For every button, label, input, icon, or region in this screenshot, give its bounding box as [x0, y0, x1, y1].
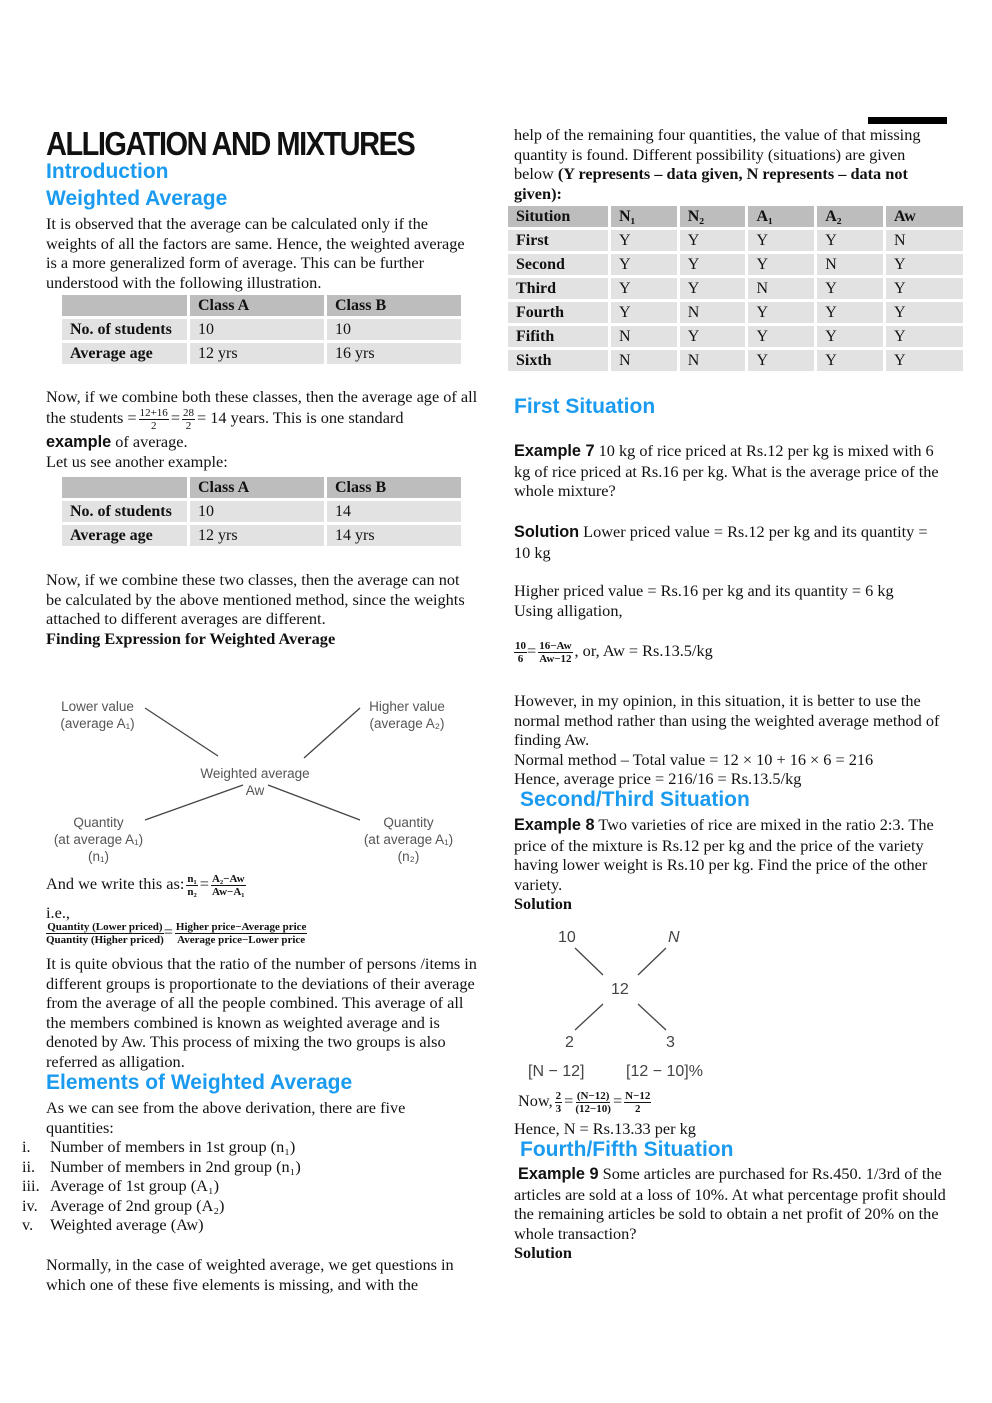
list-text: Weighted average (Aw): [50, 1215, 204, 1234]
table-cell: Y: [748, 302, 814, 323]
text: Using alligation,: [514, 600, 623, 620]
formula-aw: [514, 640, 713, 665]
numerator: 16−Aw: [539, 640, 572, 652]
diagram-lower-value: Lower value (average A₁): [60, 699, 135, 731]
numerator: (N−12): [576, 1090, 610, 1102]
text: 10 kg of rice priced at Rs.12 per kg is mixed with 6 kg of rice priced at Rs.16 per kg. What is the average price of the whole mixture?: [514, 441, 939, 500]
table-row: [62, 319, 461, 340]
heading-elements: Elements of Weighted Average: [46, 1071, 353, 1094]
table-cell: N: [611, 350, 677, 371]
table-cell: No. of students: [62, 319, 187, 340]
paragraph-normally: Normally, in the case of weighted average, we get questions in which one of these five elements is missing, and with the: [46, 1255, 454, 1294]
text: help of the remaining four quantities, the value of that missing quantity is found. Different possibility (situations) are given below: [514, 125, 921, 183]
table-cell: 10: [190, 319, 324, 340]
fraction: [175, 921, 307, 946]
formula-price: [46, 921, 309, 946]
table-cell: Y: [680, 230, 746, 251]
header-cell: Class B: [327, 295, 461, 316]
table-cell: 16 yrs: [327, 343, 461, 364]
text: Now, if we combine these two classes, then the average can not be calculated by the above mentioned method, since the weights attached to different averages are different.: [46, 570, 465, 628]
table-cell: 14: [327, 501, 461, 522]
numerator: 28: [183, 406, 194, 419]
table-cell: Y: [886, 350, 963, 371]
equals: =: [527, 641, 537, 661]
ie-label: i.e.,: [46, 903, 70, 922]
denominator: Quantity (Higher priced): [46, 934, 164, 946]
text: And we write this as:: [46, 874, 185, 894]
table-cell: 14 yrs: [327, 525, 461, 546]
table-cell: Y: [748, 350, 814, 371]
numerator: 2: [555, 1090, 562, 1102]
solution-7: [514, 522, 944, 562]
table-row: [508, 278, 963, 299]
text: Let us see another example:: [46, 452, 228, 471]
example-9: [514, 1164, 946, 1263]
header-cell: [62, 477, 187, 498]
numerator: N−12: [625, 1090, 651, 1102]
paragraph-situations: [514, 125, 944, 203]
header-cell: N₁: [611, 206, 677, 227]
fraction: [186, 873, 197, 898]
result-n: Hence, N = Rs.13.33 per kg: [514, 1119, 696, 1138]
table-cell: Y: [886, 278, 963, 299]
diagram-weighted-average: Weighted average Aw: [200, 766, 310, 798]
table-cell: Y: [680, 278, 746, 299]
formula-ratio: [46, 873, 248, 898]
table-cell: 12 yrs: [190, 525, 324, 546]
table-cell: Y: [611, 254, 677, 275]
corner-bar: [868, 117, 947, 124]
solution-label: Solution: [514, 894, 572, 913]
heading-first-situation: First Situation: [514, 395, 656, 418]
text: Some articles are purchased for Rs.450. 1/3rd of the articles are sold at a loss of 10%. At what percentage profit should the remaining articles be sold to obtain a net profit of 20% on the whole transaction?: [514, 1164, 946, 1243]
numerator: Quantity (Lower priced): [47, 921, 163, 933]
diagram-diff-2: [12 − 10]%: [626, 1063, 703, 1080]
alligation-diagram: [40, 690, 480, 870]
diagram-value-n: N: [668, 929, 680, 946]
table-cell: Y: [680, 254, 746, 275]
denominator: Aw−A₁: [211, 886, 245, 898]
example-label: Example 7: [514, 442, 595, 460]
numerator: Higher price−Average price: [175, 921, 307, 933]
solution-label: Solution: [514, 523, 580, 541]
table-row: [508, 326, 963, 347]
bold-text: (Y represents – data given, N represents – data not given):: [514, 164, 908, 203]
table-row: [62, 343, 461, 364]
denominator: 3: [555, 1103, 562, 1115]
table-cell: Y: [611, 302, 677, 323]
table-header-row: [508, 206, 963, 227]
heading-second-third: Second/Third Situation: [520, 788, 750, 811]
fraction: [182, 407, 195, 432]
list-item: [22, 1157, 462, 1177]
list-item: [22, 1137, 462, 1157]
class-table-1: [59, 292, 464, 367]
text: of average.: [111, 431, 188, 451]
table-cell: Y: [817, 230, 883, 251]
paragraph-intro: It is observed that the average can be calculated only if the weights of all the factors are same. Hence, the weighted average is a more generalized form of average. This can be further understood with the following illustration.: [46, 214, 465, 292]
table-cell: Y: [748, 326, 814, 347]
denominator: Average price−Lower price: [177, 934, 306, 946]
fraction: [624, 1090, 651, 1115]
diagram-value-3: 3: [666, 1034, 675, 1051]
table-cell: N: [886, 230, 963, 251]
heading-weighted-average: Weighted Average: [46, 187, 228, 210]
header-cell: Class A: [190, 477, 324, 498]
situation-table: [505, 203, 966, 374]
equals: =: [199, 874, 209, 894]
fraction: [139, 407, 169, 432]
denominator: 2: [635, 1103, 641, 1115]
list-text: Average of 1st group (A₁): [50, 1176, 220, 1195]
list-item: [22, 1215, 462, 1235]
table-row: [508, 350, 963, 371]
class-table-2: [59, 474, 464, 549]
paragraph-opinion: [514, 691, 944, 789]
paragraph-quantities: As we can see from the above derivation, there are five quantities:: [46, 1098, 406, 1137]
diagram-value-12: 12: [611, 981, 629, 998]
table-cell: Average age: [62, 343, 187, 364]
fraction: [555, 1090, 563, 1115]
diagram-value-2: 2: [565, 1034, 574, 1051]
table-cell: N: [611, 326, 677, 347]
header-cell: A₂: [817, 206, 883, 227]
header-cell: Class B: [327, 477, 461, 498]
table-cell: Average age: [62, 525, 187, 546]
header-cell: [62, 295, 187, 316]
list-marker: iii.: [22, 1176, 40, 1195]
table-cell: Fifith: [508, 326, 608, 347]
table-cell: Y: [611, 230, 677, 251]
alligation-diagram-2: [520, 925, 720, 1085]
table-cell: First: [508, 230, 608, 251]
table-row: [508, 230, 963, 251]
list-marker: v.: [22, 1215, 34, 1234]
table-cell: Second: [508, 254, 608, 275]
list-marker: i.: [22, 1137, 31, 1156]
diagram-higher-value: Higher value (average A₂): [369, 699, 445, 731]
table-cell: Y: [748, 254, 814, 275]
denominator: n₂: [187, 886, 197, 898]
header-cell: N₂: [680, 206, 746, 227]
list-marker: ii.: [22, 1156, 36, 1176]
table-row: [62, 525, 461, 546]
table-cell: 10: [327, 319, 461, 340]
example-8: [514, 815, 949, 914]
diagram-diff-1: [N − 12]: [528, 1063, 585, 1080]
denominator: 2: [185, 419, 192, 432]
paragraph-combine: [46, 387, 478, 472]
table-cell: Y: [817, 302, 883, 323]
subheading: Finding Expression for Weighted Average: [46, 628, 336, 648]
text: Two varieties of rice are mixed in the ratio 2:3. The price of the mixture is Rs.12 per kg and the price of the variety having lower weight is Rs.10 per kg. Find the price of the other variety.: [514, 815, 934, 894]
heading-introduction: Introduction: [46, 160, 169, 183]
formula-n: Now, $\frac{2}{3}$ = $\frac{(N-12)}{(12-10)}$ = $\frac{N-12}{2}$: [518, 1090, 651, 1115]
example-label: Example 8: [514, 816, 595, 834]
table-cell: Y: [817, 326, 883, 347]
diagram-value-10: 10: [558, 929, 576, 946]
text: Now, if we combine both these classes, then the average age of all the students =: [46, 387, 478, 427]
denominator: 2: [150, 419, 157, 432]
diagram-quantity-1: Quantity (at average A₁) (n₁): [53, 815, 144, 864]
text: Higher priced value = Rs.16 per kg and its quantity = 6 kg: [514, 581, 894, 600]
table-cell: 12 yrs: [190, 343, 324, 364]
list-text: Number of members in 1st group (n₁): [50, 1137, 296, 1156]
table-cell: Sixth: [508, 350, 608, 371]
list-text: Number of members in 2nd group (n₁): [50, 1156, 301, 1176]
equals: =: [170, 407, 180, 427]
list-marker: iv.: [22, 1195, 38, 1215]
diagram-lines: [520, 925, 720, 1085]
table-cell: 10: [190, 501, 324, 522]
fraction: [211, 873, 246, 898]
table-cell: Y: [748, 230, 814, 251]
paragraph-weights: [46, 570, 478, 648]
list-item: [22, 1196, 462, 1216]
table-cell: Fourth: [508, 302, 608, 323]
table-header-row: [62, 477, 461, 498]
text: Now,: [518, 1091, 553, 1111]
table-header-row: [62, 295, 461, 316]
page-title: ALLIGATION AND MIXTURES: [46, 126, 415, 163]
header-cell: Class A: [190, 295, 324, 316]
table-cell: Third: [508, 278, 608, 299]
table-cell: Y: [611, 278, 677, 299]
fraction: [538, 640, 572, 665]
denominator: 6: [517, 653, 524, 665]
numerator: 10: [515, 640, 526, 652]
list-item: [22, 1176, 462, 1196]
numerator: A₂−Aw: [211, 873, 245, 885]
text: , or, Aw = Rs.13.5/kg: [574, 641, 713, 661]
table-cell: N: [680, 350, 746, 371]
fraction: [575, 1090, 611, 1115]
table-row: [508, 254, 963, 275]
table-cell: N: [748, 278, 814, 299]
table-cell: Y: [817, 350, 883, 371]
text: = 14 years. This is one standard: [197, 407, 404, 427]
text: Lower priced value = Rs.12 per kg and its quantity = 10 kg: [514, 522, 928, 562]
header-cell: Aw: [886, 206, 963, 227]
list-text: Average of 2nd group (A₂): [50, 1195, 225, 1215]
table-row: [62, 501, 461, 522]
table-cell: Y: [886, 326, 963, 347]
denominator: Aw−12: [539, 653, 572, 665]
table-cell: Y: [886, 302, 963, 323]
paragraph-alligation: It is quite obvious that the ratio of the number of persons /items in different groups is proportionate to the deviations of their average from the average of all the people combined. This average of all the members combined is known as weighted average and is denoted by Aw. This process of mixing the two groups is also referred as alligation.: [46, 954, 477, 1071]
table-cell: Y: [817, 278, 883, 299]
fraction: [514, 640, 527, 665]
header-cell: Sitution: [508, 206, 608, 227]
elements-list: [22, 1137, 462, 1235]
equals: =: [163, 922, 173, 942]
solution-7b: [514, 581, 944, 620]
numerator: n₁: [187, 873, 197, 885]
example-label: Example 9: [518, 1165, 599, 1183]
text: However, in my opinion, in this situation, it is better to use the normal method rather than using the weighted average method of finding Aw.: [514, 691, 940, 749]
heading-fourth-fifth: Fourth/Fifth Situation: [520, 1138, 734, 1161]
table-cell: No. of students: [62, 501, 187, 522]
bold-text: example: [46, 432, 112, 451]
numerator: 12+16: [139, 406, 168, 419]
table-cell: N: [680, 302, 746, 323]
denominator: (12−10): [575, 1103, 611, 1115]
example-7: [514, 441, 944, 501]
table-cell: N: [817, 254, 883, 275]
solution-label: Solution: [514, 1243, 572, 1262]
fraction: [46, 921, 164, 946]
text: Hence, average price = 216/16 = Rs.13.5/kg: [514, 769, 802, 788]
table-row: [508, 302, 963, 323]
table-cell: Y: [886, 254, 963, 275]
diagram-quantity-2: Quantity (at average A₁) (n₂): [363, 815, 454, 864]
header-cell: A₁: [748, 206, 814, 227]
table-cell: Y: [680, 326, 746, 347]
text: Normal method – Total value = 12 × 10 + 16 × 6 = 216: [514, 749, 874, 769]
